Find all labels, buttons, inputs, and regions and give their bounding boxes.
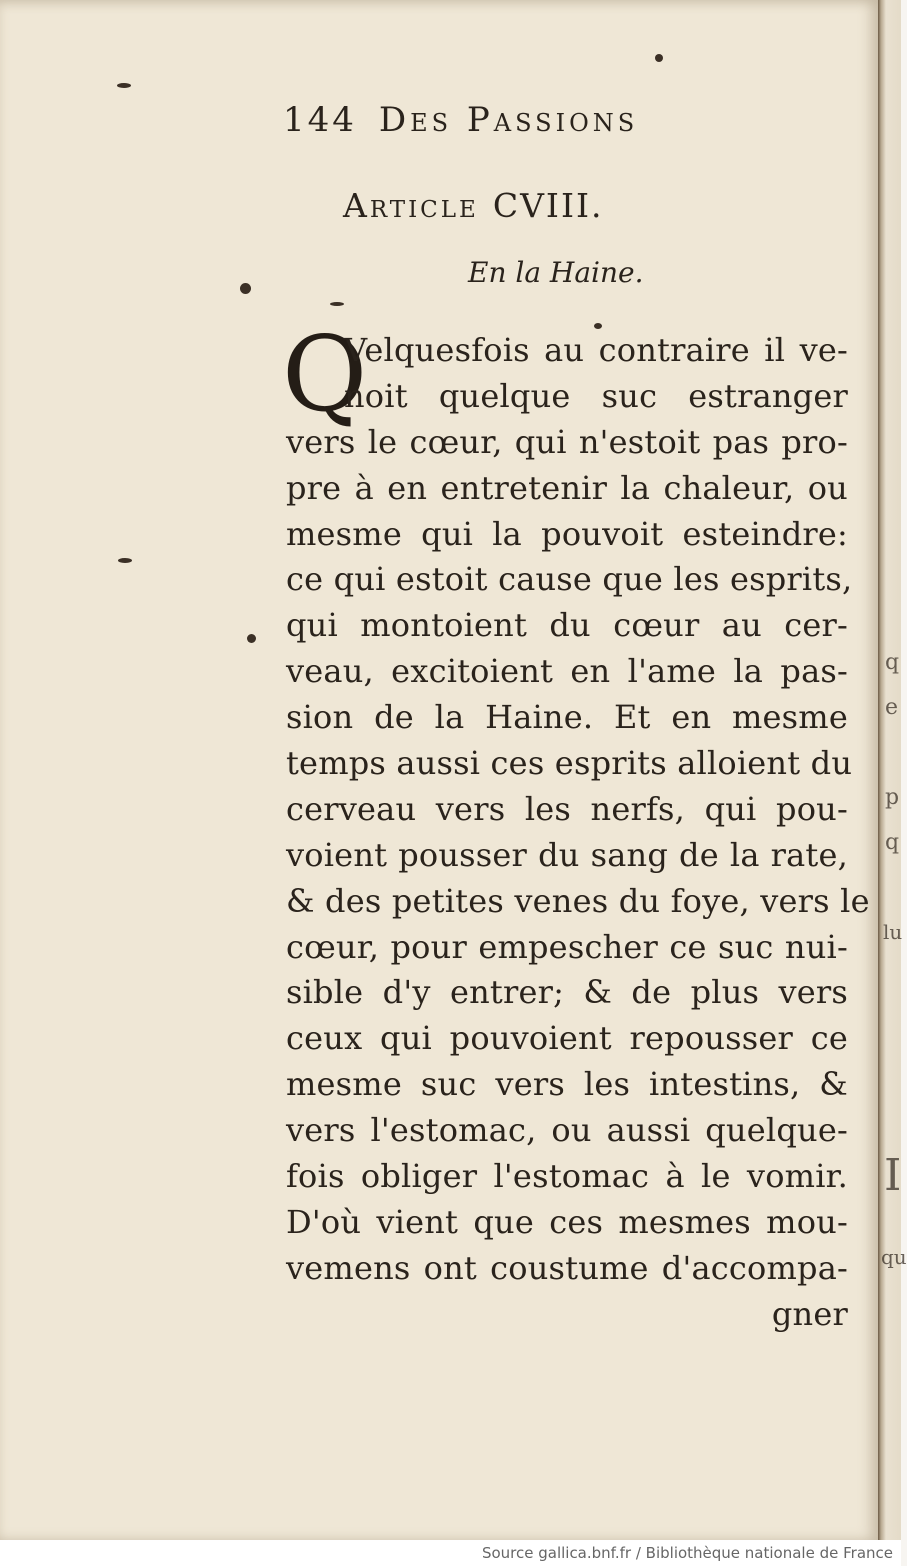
text-line: vers le cœur, qui n'estoit pas pro- — [286, 422, 848, 461]
drop-cap: Q — [282, 313, 368, 435]
bleed-through-text: qu — [881, 1245, 907, 1269]
text-line: cœur, pour empescher ce suc nui- — [286, 927, 848, 966]
bleed-through-text: q — [885, 830, 900, 855]
text-line: vers l'estomac, ou aussi quelque- — [286, 1111, 848, 1150]
text-line: vemens ont coustume d'accompa- — [286, 1248, 848, 1287]
text-line: sion de la Haine. Et en mesme — [286, 698, 848, 737]
text-line: ceux qui pouvoient repousser ce — [286, 1019, 848, 1058]
ink-speck — [247, 634, 256, 643]
text-line: veau, excitoient en l'ame la pas- — [286, 652, 848, 691]
article-number: CVIII. — [492, 186, 604, 225]
text-line: D'où vient que ces mesmes mou- — [286, 1202, 848, 1241]
bleed-through-text: e — [885, 695, 899, 720]
ink-speck — [118, 558, 132, 563]
bleed-through-text: I — [884, 1150, 902, 1201]
text-line: pre à en entretenir la chaleur, ou — [286, 468, 848, 507]
bleed-through-text: p — [885, 785, 900, 810]
article-heading — [343, 186, 783, 225]
ink-speck — [240, 283, 251, 294]
catchword: gner — [771, 1294, 848, 1333]
running-head — [283, 100, 753, 140]
ink-speck — [330, 302, 344, 306]
page-number: 144 — [283, 100, 357, 140]
text-line: cerveau vers les nerfs, qui pou- — [286, 789, 848, 828]
text-line: ce qui estoit cause que les esprits, — [286, 560, 853, 599]
source-footer — [0, 1540, 901, 1566]
ink-speck — [117, 83, 131, 88]
text-line: & des petites venes du foye, vers le — [286, 881, 870, 920]
running-title: Des Passions — [378, 100, 639, 140]
text-line: sible d'y entrer; & de plus vers — [286, 973, 848, 1012]
article-subtitle: En la Haine. — [468, 256, 644, 289]
text-line: Velquesfois au contraire il ve- — [344, 331, 848, 369]
article-label: Article — [343, 186, 479, 225]
text-line: noit quelque suc estranger — [344, 376, 848, 415]
ink-speck — [655, 54, 663, 62]
text-line: mesme suc vers les intestins, & — [286, 1065, 848, 1104]
text-line: mesme qui la pouvoit esteindre: — [286, 514, 848, 553]
ink-speck — [594, 323, 602, 329]
text-line: temps aussi ces esprits alloient du — [286, 744, 853, 783]
next-page-edge — [878, 0, 907, 1540]
bleed-through-text: lu — [883, 920, 903, 944]
text-line: qui montoient du cœur au cer- — [286, 606, 848, 645]
bleed-through-text: q — [885, 650, 900, 675]
text-line: voient pousser du sang de la rate, — [286, 835, 848, 874]
source-credit: Source gallica.bnf.fr / Bibliothèque nationale de France — [481, 1544, 893, 1562]
text-line: fois obliger l'estomac à le vomir. — [286, 1157, 848, 1196]
body-text — [286, 328, 870, 1338]
